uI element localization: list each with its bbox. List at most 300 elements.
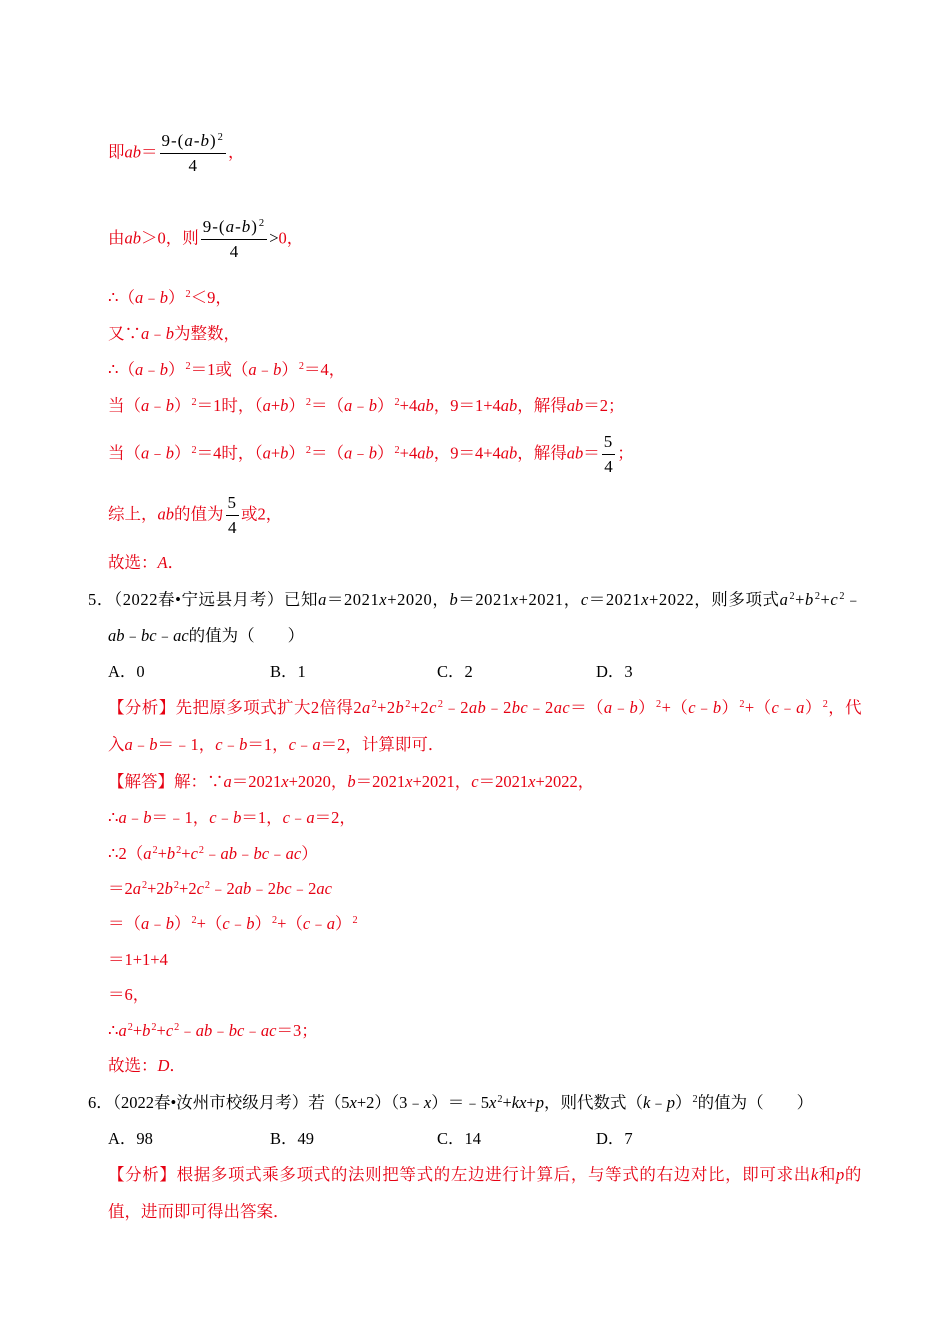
italic-variable: a [262, 443, 271, 463]
italic-variable: ac [553, 698, 571, 717]
italic-variable: a [361, 698, 371, 717]
italic-variable: x [281, 772, 289, 791]
text-run: 故选： [108, 553, 158, 572]
text-run: ∴（ [108, 288, 135, 307]
sol4-case-1 [108, 395, 625, 417]
text-run: ＝1时，（ [196, 396, 263, 415]
text-run: ＝2021 [355, 772, 406, 791]
italic-variable: k [810, 1165, 819, 1184]
superscript: 2 [371, 699, 378, 711]
text-run: ， [227, 142, 245, 162]
superscript: 2 [198, 845, 205, 857]
option-a: A．0 [108, 662, 145, 681]
text-run: ﹣ [126, 808, 144, 827]
italic-variable: a [326, 914, 335, 933]
q5-analysis-line-2 [108, 734, 444, 756]
q5-solution-line-1 [108, 771, 594, 793]
text-run: ＜9， [190, 288, 232, 307]
text-run: 【分析】先把原多项式扩大2倍得2 [108, 698, 362, 717]
text-run: ＝（ [311, 443, 345, 463]
text-run: + [132, 1021, 143, 1040]
text-run: ﹣ [256, 360, 274, 379]
text-run: ﹣ [779, 698, 797, 717]
fraction [201, 215, 267, 264]
superscript: 2 [839, 591, 846, 603]
superscript: 2 [822, 699, 829, 711]
option-c: C．2 [437, 662, 473, 681]
fraction [602, 430, 616, 479]
text-run: +2020， [387, 590, 450, 609]
superscript: 2 [191, 915, 197, 927]
italic-variable: b [200, 131, 210, 150]
q5-solution-line-8 [108, 1020, 318, 1042]
italic-variable: c [196, 879, 204, 898]
text-run: ﹣ [612, 698, 630, 717]
italic-variable: c [580, 590, 589, 609]
text-run: 当（ [108, 443, 141, 463]
text-run: ﹣2 [210, 879, 235, 898]
q5-analysis-line-1 [108, 697, 862, 719]
italic-variable: ab [417, 396, 434, 415]
italic-variable: a [124, 735, 133, 754]
text-run: +2）（3﹣ [356, 1093, 424, 1112]
superscript: 2 [405, 699, 411, 711]
italic-variable: x [379, 590, 388, 609]
italic-variable: b [142, 1021, 151, 1040]
text-run: +2 [147, 879, 165, 898]
text-run: 【解答】解：∵ [108, 772, 224, 791]
italic-variable: a [143, 844, 152, 863]
superscript: 2 [152, 845, 158, 857]
fraction [160, 129, 226, 178]
text-run: ，9＝1+4 [433, 396, 501, 415]
text-run: ＞0，则 [141, 228, 199, 248]
text-run: ∴ [108, 808, 119, 827]
text-run: 4 [604, 457, 613, 476]
text-run: ﹣ [650, 1093, 667, 1112]
text-run: 故选： [108, 1056, 158, 1075]
text-run: +（ [277, 914, 303, 933]
text-run: + [502, 1093, 512, 1112]
italic-variable: ac [285, 844, 302, 863]
text-run: 或2， [241, 504, 283, 524]
superscript: 2 [173, 880, 180, 892]
italic-variable: p [535, 1093, 544, 1112]
text-run: 当（ [108, 396, 141, 415]
italic-variable: bc [276, 879, 292, 898]
sol4-case-4 [108, 430, 634, 479]
text-run: +2022，则多项式 [649, 590, 780, 609]
text-run: ） [174, 914, 191, 933]
italic-variable: ab [234, 879, 252, 898]
italic-variable: x [405, 772, 413, 791]
text-run: 0， [278, 228, 304, 248]
italic-variable: a [796, 698, 805, 717]
text-run: 【分析】根据多项式乘多项式的法则把等式的左边进行计算后，与等式的右边对比，即可求出 [108, 1165, 811, 1184]
superscript: 2 [185, 361, 191, 373]
italic-variable: ab [195, 1021, 213, 1040]
text-run: ） [335, 914, 352, 933]
q6-analysis-line-2 [108, 1201, 290, 1223]
text-run: ＝（ [311, 396, 345, 415]
italic-variable: k [642, 1093, 651, 1112]
italic-variable: a [248, 360, 257, 379]
italic-variable: b [712, 698, 722, 717]
italic-variable: c [771, 698, 780, 717]
text-run: +2020， [288, 772, 348, 791]
italic-variable: a [603, 698, 613, 717]
text-run: 综上， [108, 504, 158, 524]
fraction-numerator [160, 129, 226, 153]
italic-variable: a [344, 443, 353, 463]
italic-variable: ab [468, 698, 487, 717]
text-run: ﹣2 [528, 698, 554, 717]
text-run: ） [377, 443, 394, 463]
italic-variable: a [141, 914, 150, 933]
text-run: ﹣ [845, 590, 863, 609]
text-run: ﹣ [143, 288, 160, 307]
text-run: 入 [108, 735, 125, 754]
option-b: B．49 [270, 1129, 315, 1148]
superscript: 2 [739, 699, 745, 711]
text-run: ） [254, 914, 271, 933]
italic-variable: x [641, 590, 650, 609]
italic-variable: a [223, 772, 232, 791]
text-run: 又∵ [108, 324, 141, 343]
italic-variable: c [209, 808, 217, 827]
superscript: 2 [394, 397, 400, 409]
q5-solution-line-5 [108, 913, 358, 935]
italic-variable: x [423, 1093, 432, 1112]
superscript: 2 [272, 915, 278, 927]
q5-solution-line-7 [108, 984, 149, 1006]
text-run: ； [617, 443, 634, 463]
text-run: ∴ [108, 1021, 119, 1040]
sol4-step-ab-expression [108, 129, 244, 178]
text-run: ＝（ [108, 914, 141, 933]
text-run: 由 [108, 228, 125, 248]
fraction-numerator [201, 215, 267, 239]
italic-variable: a [135, 360, 144, 379]
superscript: 2 [191, 397, 197, 409]
fraction-denominator [602, 455, 616, 479]
question-5-stem-line-2 [108, 625, 304, 647]
text-run: + [270, 443, 281, 463]
italic-variable: A [157, 553, 168, 572]
text-run: ﹣2 [291, 879, 317, 898]
text-run: 5．（2022春•宁远县月考）已知 [88, 590, 319, 609]
text-run: +2 [179, 879, 197, 898]
superscript: 2 [352, 915, 358, 927]
italic-variable: b [165, 443, 174, 463]
text-run: ﹣ [132, 735, 150, 754]
text-run: ﹣ [156, 626, 174, 645]
italic-variable: x [489, 1093, 497, 1112]
q6-analysis-line-1 [108, 1164, 862, 1186]
italic-variable: a [135, 288, 144, 307]
math-symbol: > [269, 228, 279, 248]
text-run: + [820, 590, 831, 609]
italic-variable: x [510, 590, 519, 609]
text-run: ﹣ [222, 735, 240, 754]
text-run: ，则代数式（ [543, 1093, 643, 1112]
italic-variable: b [368, 396, 378, 415]
italic-variable: a [306, 808, 315, 827]
text-run: ﹣ [216, 808, 234, 827]
text-run: +2 [410, 698, 430, 717]
text-run: ＝2021 [326, 590, 380, 609]
text-run: ﹣ [237, 844, 254, 863]
text-run: ＝6， [108, 985, 150, 1004]
italic-variable: a [132, 879, 141, 898]
text-run: ﹣ [149, 914, 166, 933]
superscript: 2 [305, 397, 312, 409]
option-b: B．1 [270, 662, 306, 681]
superscript: 2 [298, 361, 304, 373]
superscript: 2 [497, 1094, 503, 1106]
italic-variable: b [165, 396, 174, 415]
text-run: ＝2； [583, 396, 625, 415]
italic-variable: bc [141, 626, 157, 645]
text-run: ﹣ [269, 844, 286, 863]
italic-variable: c [830, 590, 839, 609]
italic-variable: c [688, 698, 696, 717]
italic-variable: ab [220, 844, 238, 863]
text-run: ＝1， [247, 735, 289, 754]
italic-variable: b [239, 735, 248, 754]
italic-variable: b [368, 443, 378, 463]
italic-variable: ab [124, 142, 141, 162]
italic-variable: b [246, 914, 255, 933]
text-run: +2021， [518, 590, 581, 609]
option-d: D．7 [596, 1129, 633, 1148]
italic-variable: ab [417, 443, 434, 463]
superscript: 2 [692, 1094, 698, 1106]
text-run: ﹣ [352, 396, 369, 415]
superscript: 2 [394, 444, 400, 456]
text-run: ＝1+1+4 [108, 950, 168, 969]
fraction-numerator [602, 430, 616, 454]
italic-variable: c [282, 808, 290, 827]
text-run: +2021， [412, 772, 472, 791]
italic-variable: ac [260, 1021, 277, 1040]
text-run: ＝4时，（ [196, 443, 263, 463]
text-run: +4 [399, 396, 418, 415]
text-run: 5 [227, 493, 237, 512]
italic-variable: b [241, 217, 252, 236]
italic-variable: a [184, 131, 194, 150]
italic-variable: b [273, 360, 282, 379]
italic-variable: b [159, 360, 168, 379]
superscript: 2 [305, 444, 312, 456]
italic-variable: c [190, 844, 198, 863]
italic-variable: c [215, 735, 223, 754]
text-run: ） [168, 360, 185, 379]
text-run: ﹣ [124, 626, 141, 645]
text-run: ﹣ [310, 914, 327, 933]
italic-variable: a [262, 396, 271, 415]
text-run: - [235, 217, 242, 236]
italic-variable: b [143, 808, 152, 827]
text-run: 的值为 [174, 504, 224, 524]
q5-solution-line-3 [108, 843, 318, 865]
text-run: ）＝﹣5 [431, 1093, 489, 1112]
q5-solution-line-6 [108, 949, 168, 971]
text-run: ＝ [141, 142, 158, 162]
superscript: 2 [204, 880, 211, 892]
text-run: ﹣ [212, 1021, 229, 1040]
text-run: 的值为（ ） [188, 626, 305, 645]
text-run: ﹣ [149, 324, 166, 343]
text-run: 4 [228, 518, 237, 537]
text-run: ） [281, 360, 298, 379]
italic-variable: b [805, 590, 814, 609]
italic-variable: b [149, 735, 158, 754]
text-run: ﹣ [149, 443, 166, 463]
text-run: +4 [399, 443, 418, 463]
sol4-step-square-cases [108, 359, 345, 381]
option-c: C．14 [437, 1129, 482, 1148]
text-run: ﹣2 [251, 879, 277, 898]
text-run: 4 [188, 156, 197, 175]
text-run: ） [288, 396, 305, 415]
italic-variable: bc [253, 844, 270, 863]
text-run: ﹣ [149, 396, 166, 415]
italic-variable: bc [228, 1021, 245, 1040]
superscript: 2 [789, 591, 796, 603]
text-run: + [270, 396, 281, 415]
option-d: D．3 [596, 662, 633, 681]
text-run: ，9＝4+4 [433, 443, 501, 463]
text-run: ∴2（ [108, 844, 144, 863]
italic-variable: b [164, 879, 173, 898]
text-run: ＝3； [276, 1021, 318, 1040]
text-run: + [156, 1021, 166, 1040]
fraction-numerator [226, 491, 240, 515]
text-run: ） [804, 698, 822, 717]
text-run: ﹣ [204, 844, 221, 863]
text-run: ＝2021 [458, 590, 511, 609]
question-5-options [108, 661, 808, 683]
superscript: 2 [174, 1022, 180, 1034]
question-5-stem-line-1 [88, 589, 862, 611]
italic-variable: p [666, 1093, 676, 1112]
text-run: ） [638, 698, 656, 717]
text-run: ∴（ [108, 360, 135, 379]
text-run: ＝2021 [478, 772, 529, 791]
italic-variable: ab [124, 228, 141, 248]
text-run: +（ [744, 698, 772, 717]
italic-variable: ab [108, 626, 125, 645]
fraction [226, 491, 240, 540]
fraction-denominator [226, 516, 240, 540]
text-run: ） [168, 288, 185, 307]
text-run: ． [169, 1056, 186, 1075]
italic-variable: a [312, 735, 321, 754]
text-run: 和 [818, 1165, 836, 1184]
text-run: 的 [844, 1165, 863, 1184]
text-run: + [795, 590, 806, 609]
italic-variable: x [528, 772, 536, 791]
fraction-denominator [201, 240, 267, 264]
superscript: 2 [656, 699, 662, 711]
text-run: ＝2021 [588, 590, 642, 609]
superscript: 2 [258, 218, 266, 230]
superscript: 2 [814, 591, 821, 603]
text-run: ＝2， [314, 808, 356, 827]
q5-solution-line-2 [108, 807, 356, 829]
italic-variable: a [141, 324, 150, 343]
text-run: - [193, 131, 201, 150]
italic-variable: ab [157, 504, 174, 524]
italic-variable: ab [566, 443, 584, 463]
italic-variable: c [429, 698, 437, 717]
italic-variable: b [449, 590, 459, 609]
italic-variable: a [118, 1021, 127, 1040]
text-run: ） [174, 396, 191, 415]
text-run: ． [167, 553, 185, 572]
text-run: + [157, 844, 167, 863]
text-run: ﹣ [295, 735, 313, 754]
italic-variable: b [165, 914, 174, 933]
italic-variable: ac [316, 879, 332, 898]
italic-variable: b [280, 396, 289, 415]
sol4-step-square-bound [108, 287, 232, 309]
option-a: A．98 [108, 1129, 153, 1148]
q5-answer [108, 1055, 186, 1077]
italic-variable: b [629, 698, 639, 717]
italic-variable: D [157, 1056, 170, 1075]
text-run: ﹣ [179, 1021, 196, 1040]
text-run: ，解得 [517, 443, 567, 463]
text-run: ﹣ [352, 443, 369, 463]
italic-variable: b [347, 772, 356, 791]
italic-variable: a [141, 443, 150, 463]
text-run: ＝2021 [231, 772, 282, 791]
text-run: ＝﹣1， [151, 808, 210, 827]
italic-variable: b [233, 808, 242, 827]
italic-variable: c [165, 1021, 174, 1040]
italic-variable: ab [500, 396, 518, 415]
question-6-options [108, 1128, 808, 1150]
italic-variable: a [344, 396, 353, 415]
text-run: 6．（2022春•汝州市校级月考）若（5 [88, 1093, 350, 1112]
italic-variable: a [318, 590, 327, 609]
q5-solution-line-4 [108, 878, 332, 900]
text-run: ＝2，计算即可． [320, 735, 445, 754]
italic-variable: b [165, 324, 174, 343]
text-run: ＝﹣1， [157, 735, 216, 754]
italic-variable: c [222, 914, 230, 933]
superscript: 2 [127, 1022, 133, 1034]
italic-variable: p [835, 1165, 845, 1184]
sol4-step-ab-positive [108, 215, 303, 264]
italic-variable: b [166, 844, 176, 863]
superscript: 2 [191, 444, 197, 456]
text-run: +（ [661, 698, 689, 717]
question-6-stem [88, 1092, 813, 1114]
fraction-denominator [160, 154, 226, 178]
italic-variable: a [225, 217, 236, 236]
italic-variable: a [118, 808, 127, 827]
text-run: ） [377, 396, 394, 415]
italic-variable: kx [511, 1093, 527, 1112]
text-run: ＝1， [241, 808, 283, 827]
text-run: ) [210, 131, 217, 150]
text-run: 9-( [202, 217, 226, 236]
text-run: ﹣ [229, 914, 247, 933]
italic-variable: a [141, 396, 150, 415]
